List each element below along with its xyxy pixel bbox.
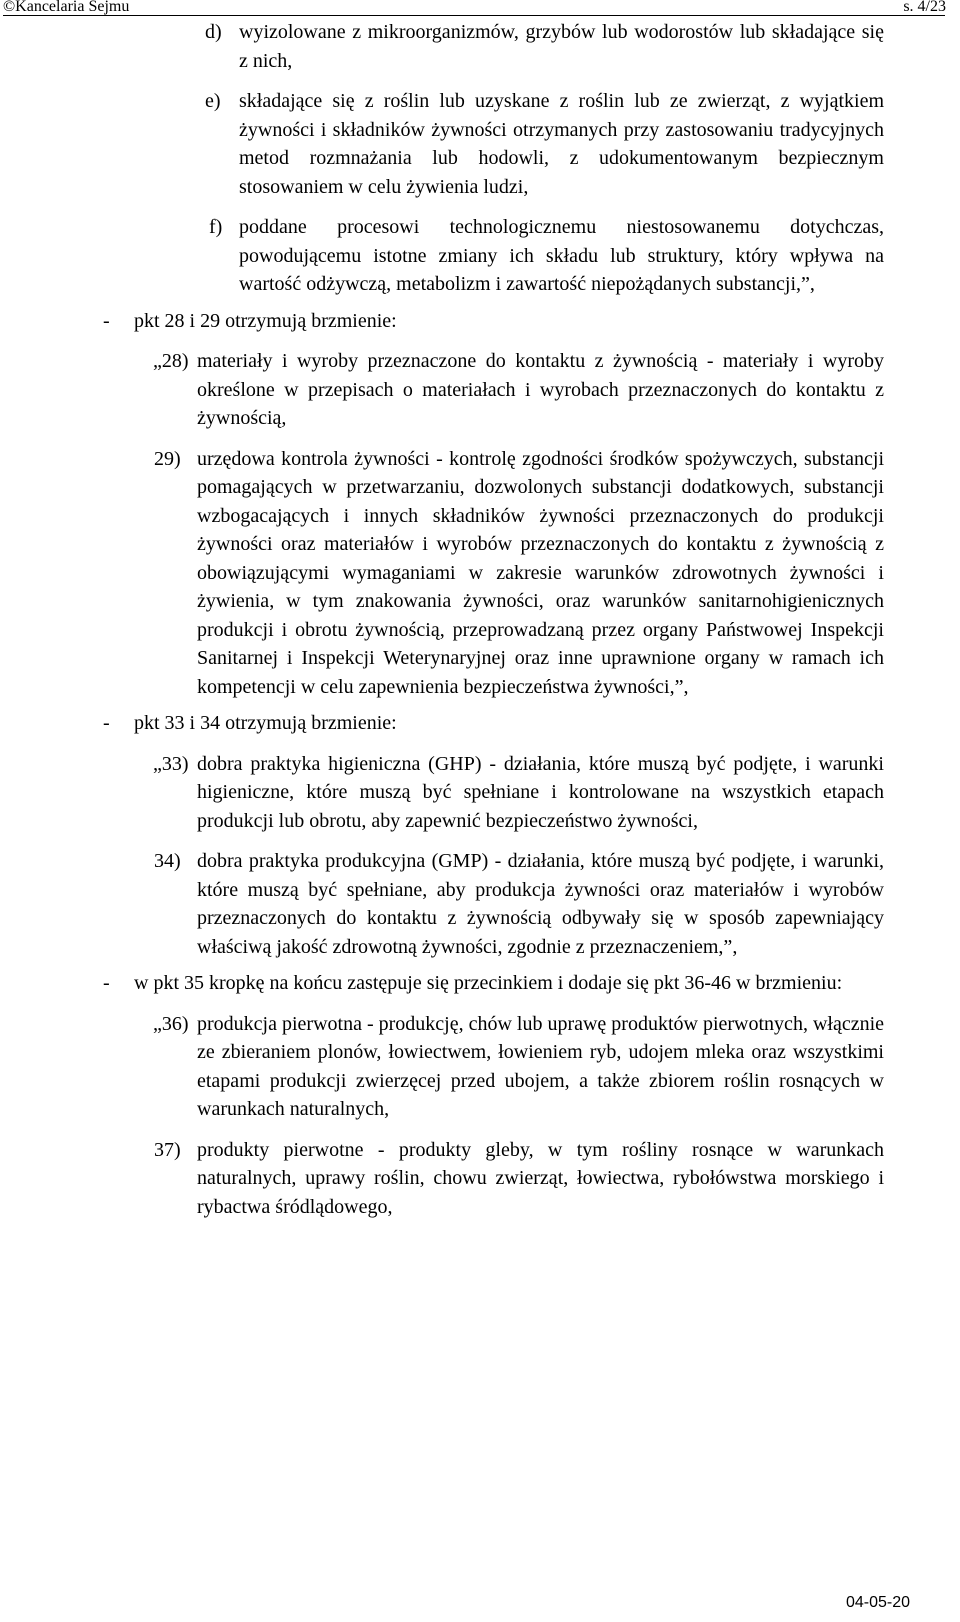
point-36 [153,1010,885,1124]
point-label: „28) [153,350,189,372]
page-header [0,0,952,16]
header-divider [3,15,945,16]
footer-date: 04-05-20 [845,1594,910,1611]
item-label: e) [205,90,221,112]
item-text: w pkt 35 kropkę na końcu zastępuje się przecinkiem i dodaje się pkt 36-46 w brzmieniu: [134,972,843,994]
item-text: pkt 28 i 29 otrzymują brzmienie: [134,309,397,332]
dash-marker: - [103,309,110,332]
point-28 [153,347,884,433]
item-text: wyizolowane z mikroorganizmów, grzybów lub wodorostów lub składające się z nich, [239,21,884,72]
dash-marker: - [103,712,110,734]
point-label: 37) [154,1138,181,1161]
item-text: składające się z roślin lub uzyskane z roślin lub ze zwierząt, z wyjątkiem żywności i składników żywności otrzymanych przy zastosowaniu tradycyjnych metod rozmnażania lub hodowli, z udokumentowanym bezpiecznym stosowaniem w celu żywienia ludzi, [239,90,884,198]
dash-marker: - [103,972,110,994]
header-source: ©Kancelaria Sejmu [3,0,130,15]
point-37 [154,1136,884,1222]
header-page-number: s. 4/23 [903,0,946,15]
point-text: materiały i wyroby przeznaczone do kontaktu z żywnością - materiały i wyroby określone w przepisach o materiałach i wyrobach przeznaczonych do kontaktu z żywnością, [197,350,884,429]
point-29 [154,445,884,702]
point-text: produkty pierwotne - produkty gleby, w tym rośliny rosnące w warunkach naturalnych, uprawy roślin, chowu zwierząt, łowiectwa, rybołówstwa morskiego i rybactwa śródlądowego, [197,1138,884,1218]
point-text: urzędowa kontrola żywności - kontrolę zgodności środków spożywczych, substancji pomagających w przetwarzaniu, dozwolonych substancji dodatkowych, substancji wzbogacających i innych składników żywności przeznaczonych do produkcji żywności oraz materiałów i wyrobów przeznaczonych do kontaktu z żywnością z obowiązującymi wymaganiami w zakresie warunków zdrowotnych żywności i żywienia, w tym znakowania żywności, oraz warunków sanitarnohigienicznych produkcji i obrotu żywnością, przeprowadzaną przez organy Państwowej Inspekcji Sanitarnej i Inspekcji Weterynaryjnej oraz inne uprawnione organy w ramach ich kompetencji w celu zapewnienia bezpieczeństwa żywności,”, [197,447,884,698]
point-34 [154,847,884,961]
list-item-e [205,87,884,201]
point-text: dobra praktyka higieniczna (GHP) - działania, które muszą być podjęte, i warunki higieniczne, które muszą być spełniane i kontrolowane na wszystkich etapach produkcji lub obrotu, aby zapewnić bezpieczeństwo żywności, [197,752,884,832]
list-item-f [209,213,884,299]
point-text: dobra praktyka produkcyjna (GMP) - działania, które muszą być podjęte, i warunki, które muszą być spełniane, aby produkcja żywności oraz materiałów i wyrobów przeznaczonych do kontaktu z żywnością odbywały się w sposób zapewniający właściwą jakość zdrowotną żywności, zgodnie z przeznaczeniem,”, [197,850,884,958]
point-label: 29) [154,447,181,470]
point-33 [153,750,884,836]
dash-item [103,307,894,336]
dash-item [103,709,894,738]
item-text: pkt 33 i 34 otrzymują brzmienie: [134,712,397,734]
point-label: „36) [153,1012,189,1035]
point-label: „33) [153,752,189,775]
list-item-d [205,18,884,75]
item-text: poddane procesowi technologicznemu niestosowanemu dotychczas, powodującemu istotne zmiany ich składu lub struktury, który wpływa na wartość odżywczą, metabolizm i zawartość niepożądanych substancji,”, [239,216,884,295]
dash-item [103,969,894,998]
document-body [0,18,960,1221]
point-text: produkcja pierwotna - produkcję, chów lub uprawę produktów pierwotnych, włącznie ze zbieraniem plonów, łowiectwem, łowieniem ryb, udojem mleka oraz wszystkimi etapami produkcji zwierzęcej przed ubojem, a także zbiorem roślin rosnących w warunkach naturalnych, [197,1012,885,1120]
item-label: f) [209,216,223,238]
item-label: d) [205,21,222,43]
point-label: 34) [154,850,181,872]
